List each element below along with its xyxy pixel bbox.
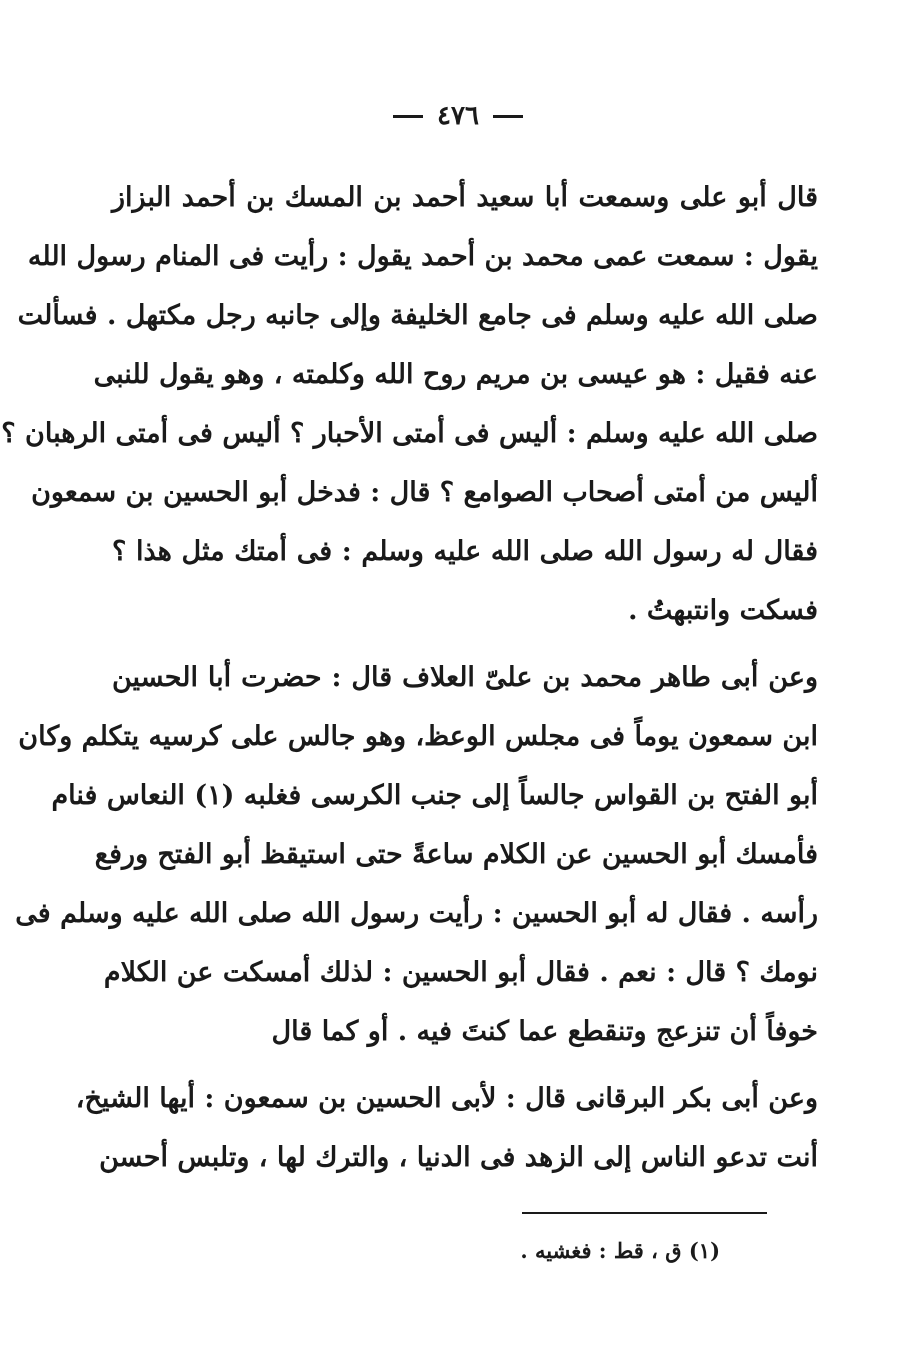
text-line: صلى الله عليه وسلم : أليس فى أمتى الأحبار ؟ أليس فى أمتى الرهبان ؟: [1, 418, 818, 449]
text-line: وعن أبى طاهر محمد بن علىّ العلاف قال : حضرت أبا الحسين: [112, 662, 818, 693]
text-line: وعن أبى بكر البرقانى قال : لأبى الحسين بن سمعون : أيها الشيخ،: [75, 1083, 818, 1114]
text-line: فسكت وانتبهتُ .: [628, 595, 818, 626]
header-dash-right: [393, 115, 423, 118]
text-line: يقول : سمعت عمى محمد بن أحمد يقول : رأيت فى المنام رسول الله: [27, 241, 818, 272]
text-line: فقال له رسول الله صلى الله عليه وسلم : فى أمتك مثل هذا ؟: [112, 536, 818, 567]
text-line: أبو الفتح بن القواس جالساً إلى جنب الكرسى فغلبه (١) النعاس فنام: [51, 780, 818, 811]
paragraph-3: [75, 1069, 818, 1187]
footnote: (١) ق ، قط : فغشيه .: [520, 1238, 720, 1263]
paragraph-1: [1, 168, 818, 640]
text-line: رأسه . فقال له أبو الحسين : رأيت رسول الله صلى الله عليه وسلم فى: [15, 898, 818, 929]
text-line: قال أبو على وسمعت أبا سعيد أحمد بن المسك بن أحمد البزاز: [112, 182, 818, 213]
text-line: عنه فقيل : هو عيسى بن مريم روح الله وكلمته ، وهو يقول للنبى: [93, 359, 818, 390]
page-number: ٤٧٦: [437, 101, 479, 131]
body-text: [1, 168, 818, 1187]
text-line: ابن سمعون يوماً فى مجلس الوعظ، وهو جالس على كرسيه يتكلم وكان: [18, 721, 818, 752]
footnote-divider: [522, 1212, 767, 1214]
text-line: صلى الله عليه وسلم فى جامع الخليفة وإلى جانبه رجل مكتهل . فسألت: [17, 300, 818, 331]
text-line: أليس من أمتى أصحاب الصوامع ؟ قال : فدخل أبو الحسين بن سمعون: [31, 477, 818, 508]
header-dash-left: [493, 115, 523, 118]
paragraph-2: [15, 648, 818, 1061]
text-line: أنت تدعو الناس إلى الزهد فى الدنيا ، والترك لها ، وتلبس أحسن: [99, 1142, 818, 1173]
page-header: [0, 96, 916, 136]
text-line: خوفاً أن تنزعج وتنقطع عما كنتَ فيه . أو كما قال: [271, 1016, 818, 1047]
text-line: فأمسك أبو الحسين عن الكلام ساعةً حتى استيقظ أبو الفتح ورفع: [94, 839, 818, 870]
text-line: نومك ؟ قال : نعم . فقال أبو الحسين : لذلك أمسكت عن الكلام: [103, 957, 818, 988]
